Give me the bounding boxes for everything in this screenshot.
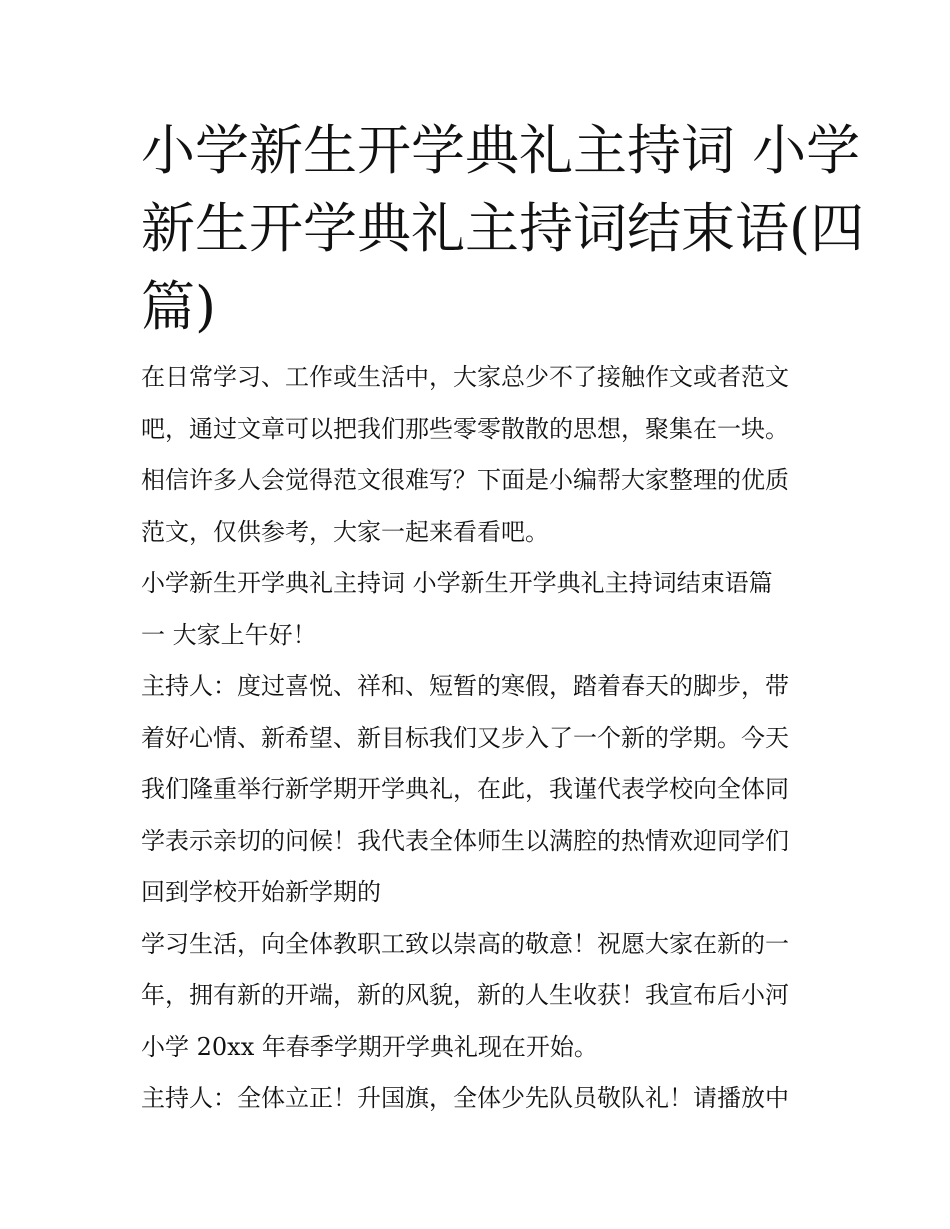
- body-line: 一 大家上午好！: [141, 620, 317, 649]
- body-line: 回到学校开始新学期的: [141, 878, 381, 906]
- body-line: 相信许多人会觉得范文很难写？下面是小编帮大家整理的优质: [141, 466, 789, 494]
- body-line: 在日常学习、工作或生活中，大家总少不了接触作文或者范文: [141, 363, 789, 391]
- body-line: 范文，仅供参考，大家一起来看看吧。: [141, 517, 549, 546]
- body-line: 学表示亲切的问候！我代表全体师生以满腔的热情欢迎同学们: [141, 826, 789, 855]
- body-line: 我们隆重举行新学期开学典礼，在此，我谨代表学校向全体同: [141, 775, 789, 803]
- document-title: [141, 112, 865, 346]
- body-line: 主持人：全体立正！升国旗，全体少先队员敬队礼！请播放中: [141, 1084, 789, 1112]
- body-line: 年，拥有新的开端，新的风貌，新的人生收获！我宣布后小河: [141, 981, 789, 1009]
- body-line: 着好心情、新希望、新目标我们又步入了一个新的学期。今天: [141, 723, 789, 752]
- body-line: 吧，通过文章可以把我们那些零零散散的思想，聚集在一块。: [141, 414, 789, 443]
- title-line: 小学新生开学典礼主持词 小学: [141, 119, 861, 182]
- body-line: 主持人：度过喜悦、祥和、短暂的寒假，踏着春天的脚步，带: [141, 672, 789, 700]
- document-body: [141, 352, 821, 1125]
- body-line: 小学 20xx 年春季学期开学典礼现在开始。: [141, 1032, 598, 1061]
- body-line: 学习生活，向全体教职工致以崇高的敬意！祝愿大家在新的一: [141, 929, 789, 958]
- body-line: 小学新生开学典礼主持词 小学新生开学典礼主持词结束语篇: [141, 569, 773, 597]
- title-line: 篇): [141, 275, 217, 338]
- title-line: 新生开学典礼主持词结束语(四: [141, 197, 865, 260]
